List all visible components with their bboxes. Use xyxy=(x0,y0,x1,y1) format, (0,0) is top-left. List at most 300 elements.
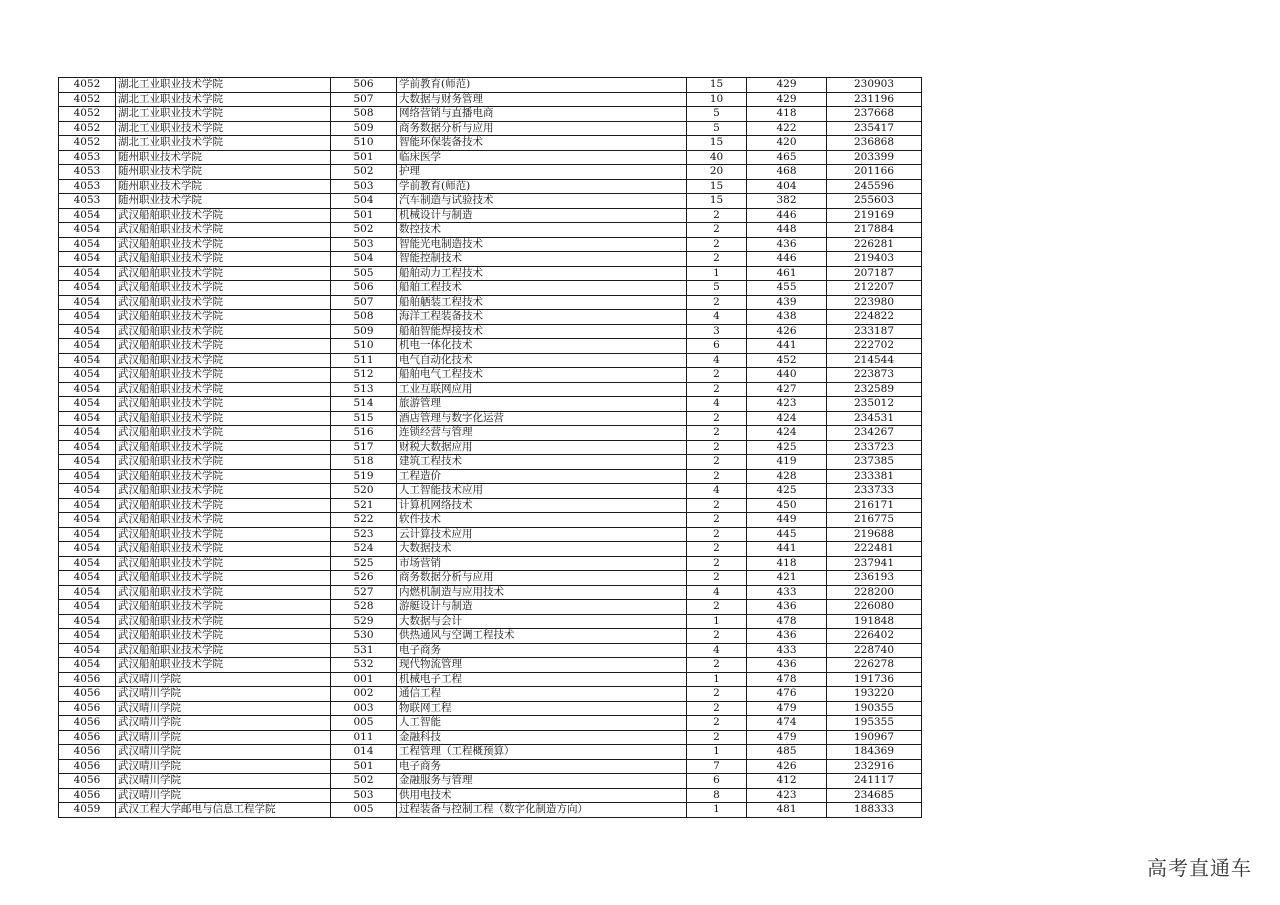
plan-count-cell: 2 xyxy=(687,455,747,470)
table-row xyxy=(59,759,922,774)
major-code-cell: 507 xyxy=(331,92,397,107)
school-name-cell: 武汉船舶职业技术学院 xyxy=(116,252,331,267)
plan-count-cell: 4 xyxy=(687,397,747,412)
major-name-cell: 大数据技术 xyxy=(397,542,687,557)
school-code-cell: 4054 xyxy=(59,527,116,542)
major-name-cell: 机电一体化技术 xyxy=(397,339,687,354)
major-name-cell: 连锁经营与管理 xyxy=(397,426,687,441)
school-name-cell: 湖北工业职业技术学院 xyxy=(116,107,331,122)
min-rank-cell: 232916 xyxy=(827,759,922,774)
table-body xyxy=(59,78,922,818)
school-code-cell: 4054 xyxy=(59,571,116,586)
major-name-cell: 金融科技 xyxy=(397,730,687,745)
plan-count-cell: 2 xyxy=(687,223,747,238)
school-name-cell: 武汉船舶职业技术学院 xyxy=(116,266,331,281)
major-name-cell: 船舶电气工程技术 xyxy=(397,368,687,383)
table-row xyxy=(59,484,922,499)
min-score-cell: 423 xyxy=(747,788,827,803)
table-row xyxy=(59,513,922,528)
major-name-cell: 工业互联网应用 xyxy=(397,382,687,397)
major-name-cell: 财税大数据应用 xyxy=(397,440,687,455)
school-code-cell: 4052 xyxy=(59,121,116,136)
min-score-cell: 441 xyxy=(747,542,827,557)
table-row xyxy=(59,745,922,760)
table-row xyxy=(59,440,922,455)
min-rank-cell: 190967 xyxy=(827,730,922,745)
school-code-cell: 4054 xyxy=(59,324,116,339)
major-code-cell: 502 xyxy=(331,223,397,238)
school-code-cell: 4056 xyxy=(59,745,116,760)
min-rank-cell: 184369 xyxy=(827,745,922,760)
school-name-cell: 武汉船舶职业技术学院 xyxy=(116,498,331,513)
major-name-cell: 船舶舾装工程技术 xyxy=(397,295,687,310)
school-name-cell: 武汉船舶职业技术学院 xyxy=(116,643,331,658)
table-row xyxy=(59,107,922,122)
min-rank-cell: 223980 xyxy=(827,295,922,310)
min-score-cell: 438 xyxy=(747,310,827,325)
min-rank-cell: 245596 xyxy=(827,179,922,194)
major-code-cell: 529 xyxy=(331,614,397,629)
major-code-cell: 501 xyxy=(331,150,397,165)
min-score-cell: 445 xyxy=(747,527,827,542)
plan-count-cell: 2 xyxy=(687,716,747,731)
major-name-cell: 大数据与会计 xyxy=(397,614,687,629)
min-score-cell: 428 xyxy=(747,469,827,484)
major-code-cell: 005 xyxy=(331,803,397,818)
major-name-cell: 商务数据分析与应用 xyxy=(397,571,687,586)
table-row xyxy=(59,672,922,687)
school-name-cell: 武汉船舶职业技术学院 xyxy=(116,658,331,673)
min-score-cell: 418 xyxy=(747,107,827,122)
school-name-cell: 武汉船舶职业技术学院 xyxy=(116,440,331,455)
table-row xyxy=(59,716,922,731)
school-code-cell: 4054 xyxy=(59,513,116,528)
school-code-cell: 4054 xyxy=(59,658,116,673)
table-row xyxy=(59,295,922,310)
major-name-cell: 电气自动化技术 xyxy=(397,353,687,368)
major-name-cell: 人工智能技术应用 xyxy=(397,484,687,499)
school-code-cell: 4052 xyxy=(59,136,116,151)
school-name-cell: 随州职业技术学院 xyxy=(116,165,331,180)
school-name-cell: 武汉船舶职业技术学院 xyxy=(116,208,331,223)
min-rank-cell: 216775 xyxy=(827,513,922,528)
major-name-cell: 船舶工程技术 xyxy=(397,281,687,296)
major-code-cell: 002 xyxy=(331,687,397,702)
major-name-cell: 供用电技术 xyxy=(397,788,687,803)
plan-count-cell: 10 xyxy=(687,92,747,107)
school-code-cell: 4054 xyxy=(59,643,116,658)
school-name-cell: 武汉晴川学院 xyxy=(116,730,331,745)
major-name-cell: 人工智能 xyxy=(397,716,687,731)
plan-count-cell: 7 xyxy=(687,759,747,774)
major-name-cell: 酒店管理与数字化运营 xyxy=(397,411,687,426)
min-rank-cell: 203399 xyxy=(827,150,922,165)
major-name-cell: 船舶智能焊接技术 xyxy=(397,324,687,339)
school-code-cell: 4054 xyxy=(59,382,116,397)
major-code-cell: 528 xyxy=(331,600,397,615)
plan-count-cell: 2 xyxy=(687,701,747,716)
min-rank-cell: 241117 xyxy=(827,774,922,789)
table-row xyxy=(59,252,922,267)
school-name-cell: 武汉船舶职业技术学院 xyxy=(116,397,331,412)
min-score-cell: 420 xyxy=(747,136,827,151)
school-code-cell: 4056 xyxy=(59,716,116,731)
major-code-cell: 517 xyxy=(331,440,397,455)
min-score-cell: 427 xyxy=(747,382,827,397)
min-rank-cell: 223873 xyxy=(827,368,922,383)
school-code-cell: 4056 xyxy=(59,730,116,745)
school-code-cell: 4059 xyxy=(59,803,116,818)
school-name-cell: 武汉船舶职业技术学院 xyxy=(116,353,331,368)
school-name-cell: 随州职业技术学院 xyxy=(116,179,331,194)
major-code-cell: 503 xyxy=(331,788,397,803)
major-name-cell: 云计算技术应用 xyxy=(397,527,687,542)
school-name-cell: 武汉船舶职业技术学院 xyxy=(116,484,331,499)
table-row xyxy=(59,469,922,484)
major-name-cell: 旅游管理 xyxy=(397,397,687,412)
min-rank-cell: 226278 xyxy=(827,658,922,673)
major-code-cell: 509 xyxy=(331,324,397,339)
school-code-cell: 4054 xyxy=(59,237,116,252)
school-name-cell: 武汉晴川学院 xyxy=(116,687,331,702)
table-row xyxy=(59,411,922,426)
major-code-cell: 512 xyxy=(331,368,397,383)
major-code-cell: 503 xyxy=(331,237,397,252)
school-code-cell: 4054 xyxy=(59,426,116,441)
school-code-cell: 4053 xyxy=(59,179,116,194)
plan-count-cell: 2 xyxy=(687,426,747,441)
min-rank-cell: 188333 xyxy=(827,803,922,818)
plan-count-cell: 2 xyxy=(687,411,747,426)
major-name-cell: 现代物流管理 xyxy=(397,658,687,673)
major-code-cell: 532 xyxy=(331,658,397,673)
plan-count-cell: 15 xyxy=(687,179,747,194)
major-name-cell: 智能光电制造技术 xyxy=(397,237,687,252)
major-name-cell: 工程管理（工程概预算） xyxy=(397,745,687,760)
min-rank-cell: 207187 xyxy=(827,266,922,281)
min-rank-cell: 255603 xyxy=(827,194,922,209)
major-code-cell: 525 xyxy=(331,556,397,571)
school-name-cell: 武汉晴川学院 xyxy=(116,701,331,716)
major-code-cell: 526 xyxy=(331,571,397,586)
min-rank-cell: 234531 xyxy=(827,411,922,426)
min-rank-cell: 222481 xyxy=(827,542,922,557)
min-score-cell: 422 xyxy=(747,121,827,136)
major-name-cell: 过程装备与控制工程（数字化制造方向） xyxy=(397,803,687,818)
min-score-cell: 481 xyxy=(747,803,827,818)
min-score-cell: 429 xyxy=(747,92,827,107)
major-name-cell: 学前教育(师范) xyxy=(397,78,687,93)
plan-count-cell: 1 xyxy=(687,745,747,760)
major-name-cell: 供热通风与空调工程技术 xyxy=(397,629,687,644)
min-rank-cell: 232589 xyxy=(827,382,922,397)
plan-count-cell: 2 xyxy=(687,295,747,310)
school-code-cell: 4054 xyxy=(59,484,116,499)
school-name-cell: 随州职业技术学院 xyxy=(116,150,331,165)
school-code-cell: 4056 xyxy=(59,788,116,803)
min-rank-cell: 237385 xyxy=(827,455,922,470)
min-score-cell: 436 xyxy=(747,629,827,644)
min-score-cell: 436 xyxy=(747,600,827,615)
table-row xyxy=(59,78,922,93)
school-name-cell: 武汉船舶职业技术学院 xyxy=(116,411,331,426)
min-score-cell: 419 xyxy=(747,455,827,470)
major-code-cell: 508 xyxy=(331,310,397,325)
school-code-cell: 4054 xyxy=(59,455,116,470)
min-score-cell: 450 xyxy=(747,498,827,513)
plan-count-cell: 2 xyxy=(687,513,747,528)
major-name-cell: 软件技术 xyxy=(397,513,687,528)
plan-count-cell: 2 xyxy=(687,382,747,397)
min-score-cell: 436 xyxy=(747,658,827,673)
major-code-cell: 510 xyxy=(331,339,397,354)
table-row xyxy=(59,208,922,223)
table-row xyxy=(59,382,922,397)
school-code-cell: 4052 xyxy=(59,92,116,107)
school-code-cell: 4056 xyxy=(59,687,116,702)
major-code-cell: 510 xyxy=(331,136,397,151)
school-code-cell: 4054 xyxy=(59,252,116,267)
school-name-cell: 武汉船舶职业技术学院 xyxy=(116,237,331,252)
table-row xyxy=(59,426,922,441)
plan-count-cell: 1 xyxy=(687,672,747,687)
school-code-cell: 4053 xyxy=(59,150,116,165)
min-score-cell: 426 xyxy=(747,324,827,339)
plan-count-cell: 2 xyxy=(687,542,747,557)
school-code-cell: 4054 xyxy=(59,281,116,296)
min-rank-cell: 237941 xyxy=(827,556,922,571)
school-code-cell: 4056 xyxy=(59,774,116,789)
table-row xyxy=(59,266,922,281)
table-row xyxy=(59,353,922,368)
min-score-cell: 455 xyxy=(747,281,827,296)
min-rank-cell: 233733 xyxy=(827,484,922,499)
school-name-cell: 武汉船舶职业技术学院 xyxy=(116,527,331,542)
major-name-cell: 机械设计与制造 xyxy=(397,208,687,223)
major-name-cell: 通信工程 xyxy=(397,687,687,702)
major-name-cell: 临床医学 xyxy=(397,150,687,165)
school-name-cell: 武汉晴川学院 xyxy=(116,672,331,687)
min-rank-cell: 233381 xyxy=(827,469,922,484)
major-code-cell: 502 xyxy=(331,165,397,180)
plan-count-cell: 1 xyxy=(687,803,747,818)
min-rank-cell: 212207 xyxy=(827,281,922,296)
school-name-cell: 武汉船舶职业技术学院 xyxy=(116,368,331,383)
min-score-cell: 412 xyxy=(747,774,827,789)
school-name-cell: 武汉船舶职业技术学院 xyxy=(116,513,331,528)
plan-count-cell: 4 xyxy=(687,585,747,600)
min-score-cell: 433 xyxy=(747,585,827,600)
major-code-cell: 527 xyxy=(331,585,397,600)
plan-count-cell: 2 xyxy=(687,600,747,615)
school-code-cell: 4054 xyxy=(59,295,116,310)
school-code-cell: 4054 xyxy=(59,339,116,354)
school-name-cell: 随州职业技术学院 xyxy=(116,194,331,209)
table-row xyxy=(59,165,922,180)
major-code-cell: 508 xyxy=(331,107,397,122)
min-score-cell: 441 xyxy=(747,339,827,354)
major-name-cell: 商务数据分析与应用 xyxy=(397,121,687,136)
plan-count-cell: 5 xyxy=(687,121,747,136)
plan-count-cell: 1 xyxy=(687,614,747,629)
school-name-cell: 武汉船舶职业技术学院 xyxy=(116,310,331,325)
school-code-cell: 4054 xyxy=(59,600,116,615)
min-rank-cell: 222702 xyxy=(827,339,922,354)
major-code-cell: 014 xyxy=(331,745,397,760)
table-row xyxy=(59,498,922,513)
plan-count-cell: 2 xyxy=(687,556,747,571)
major-name-cell: 智能控制技术 xyxy=(397,252,687,267)
school-name-cell: 武汉船舶职业技术学院 xyxy=(116,571,331,586)
plan-count-cell: 1 xyxy=(687,266,747,281)
table-row xyxy=(59,730,922,745)
min-score-cell: 461 xyxy=(747,266,827,281)
min-score-cell: 479 xyxy=(747,730,827,745)
min-rank-cell: 224822 xyxy=(827,310,922,325)
school-name-cell: 武汉船舶职业技术学院 xyxy=(116,629,331,644)
table-row xyxy=(59,281,922,296)
plan-count-cell: 2 xyxy=(687,498,747,513)
table-row xyxy=(59,600,922,615)
min-score-cell: 425 xyxy=(747,440,827,455)
major-name-cell: 智能环保装备技术 xyxy=(397,136,687,151)
major-code-cell: 511 xyxy=(331,353,397,368)
major-name-cell: 计算机网络技术 xyxy=(397,498,687,513)
min-rank-cell: 219688 xyxy=(827,527,922,542)
min-rank-cell: 234685 xyxy=(827,788,922,803)
major-name-cell: 数控技术 xyxy=(397,223,687,238)
school-code-cell: 4054 xyxy=(59,556,116,571)
min-score-cell: 446 xyxy=(747,252,827,267)
major-name-cell: 市场营销 xyxy=(397,556,687,571)
min-rank-cell: 233187 xyxy=(827,324,922,339)
min-score-cell: 478 xyxy=(747,672,827,687)
table-row xyxy=(59,194,922,209)
plan-count-cell: 2 xyxy=(687,687,747,702)
plan-count-cell: 15 xyxy=(687,136,747,151)
major-code-cell: 509 xyxy=(331,121,397,136)
major-name-cell: 内燃机制造与应用技术 xyxy=(397,585,687,600)
min-rank-cell: 201166 xyxy=(827,165,922,180)
min-score-cell: 452 xyxy=(747,353,827,368)
major-code-cell: 505 xyxy=(331,266,397,281)
plan-count-cell: 2 xyxy=(687,730,747,745)
major-code-cell: 501 xyxy=(331,759,397,774)
table-row xyxy=(59,237,922,252)
table-row xyxy=(59,339,922,354)
school-name-cell: 武汉船舶职业技术学院 xyxy=(116,600,331,615)
table-row xyxy=(59,774,922,789)
plan-count-cell: 4 xyxy=(687,484,747,499)
min-score-cell: 421 xyxy=(747,571,827,586)
min-score-cell: 448 xyxy=(747,223,827,238)
plan-count-cell: 2 xyxy=(687,208,747,223)
plan-count-cell: 2 xyxy=(687,658,747,673)
table-row xyxy=(59,542,922,557)
table-row xyxy=(59,179,922,194)
admission-score-table xyxy=(58,77,922,818)
school-name-cell: 湖北工业职业技术学院 xyxy=(116,92,331,107)
min-rank-cell: 226281 xyxy=(827,237,922,252)
table-row xyxy=(59,701,922,716)
table-row xyxy=(59,614,922,629)
major-code-cell: 522 xyxy=(331,513,397,528)
plan-count-cell: 2 xyxy=(687,527,747,542)
school-code-cell: 4054 xyxy=(59,310,116,325)
min-score-cell: 423 xyxy=(747,397,827,412)
major-name-cell: 电子商务 xyxy=(397,759,687,774)
min-rank-cell: 217884 xyxy=(827,223,922,238)
min-score-cell: 436 xyxy=(747,237,827,252)
major-name-cell: 工程造价 xyxy=(397,469,687,484)
plan-count-cell: 4 xyxy=(687,643,747,658)
major-code-cell: 504 xyxy=(331,194,397,209)
min-rank-cell: 234267 xyxy=(827,426,922,441)
min-rank-cell: 191736 xyxy=(827,672,922,687)
major-name-cell: 海洋工程装备技术 xyxy=(397,310,687,325)
major-name-cell: 机械电子工程 xyxy=(397,672,687,687)
school-name-cell: 武汉船舶职业技术学院 xyxy=(116,426,331,441)
school-name-cell: 武汉船舶职业技术学院 xyxy=(116,295,331,310)
plan-count-cell: 5 xyxy=(687,107,747,122)
table-row xyxy=(59,397,922,412)
min-rank-cell: 226402 xyxy=(827,629,922,644)
min-rank-cell: 236193 xyxy=(827,571,922,586)
plan-count-cell: 4 xyxy=(687,353,747,368)
school-name-cell: 武汉船舶职业技术学院 xyxy=(116,382,331,397)
min-rank-cell: 230903 xyxy=(827,78,922,93)
major-code-cell: 003 xyxy=(331,701,397,716)
min-score-cell: 449 xyxy=(747,513,827,528)
min-rank-cell: 216171 xyxy=(827,498,922,513)
table-row xyxy=(59,136,922,151)
table-row xyxy=(59,527,922,542)
plan-count-cell: 2 xyxy=(687,237,747,252)
table-row xyxy=(59,629,922,644)
major-code-cell: 005 xyxy=(331,716,397,731)
min-score-cell: 468 xyxy=(747,165,827,180)
plan-count-cell: 2 xyxy=(687,469,747,484)
plan-count-cell: 20 xyxy=(687,165,747,180)
school-name-cell: 武汉晴川学院 xyxy=(116,788,331,803)
plan-count-cell: 2 xyxy=(687,252,747,267)
min-rank-cell: 195355 xyxy=(827,716,922,731)
table-row xyxy=(59,368,922,383)
major-name-cell: 物联网工程 xyxy=(397,701,687,716)
min-score-cell: 425 xyxy=(747,484,827,499)
major-code-cell: 504 xyxy=(331,252,397,267)
min-score-cell: 465 xyxy=(747,150,827,165)
school-code-cell: 4054 xyxy=(59,498,116,513)
school-code-cell: 4054 xyxy=(59,397,116,412)
school-name-cell: 武汉晴川学院 xyxy=(116,745,331,760)
min-rank-cell: 219169 xyxy=(827,208,922,223)
table-row xyxy=(59,788,922,803)
school-name-cell: 武汉船舶职业技术学院 xyxy=(116,556,331,571)
min-score-cell: 404 xyxy=(747,179,827,194)
min-score-cell: 485 xyxy=(747,745,827,760)
plan-count-cell: 4 xyxy=(687,310,747,325)
min-score-cell: 478 xyxy=(747,614,827,629)
table-row xyxy=(59,223,922,238)
plan-count-cell: 15 xyxy=(687,194,747,209)
school-code-cell: 4054 xyxy=(59,223,116,238)
plan-count-cell: 6 xyxy=(687,774,747,789)
school-name-cell: 武汉船舶职业技术学院 xyxy=(116,614,331,629)
plan-count-cell: 2 xyxy=(687,571,747,586)
school-name-cell: 武汉船舶职业技术学院 xyxy=(116,469,331,484)
major-code-cell: 506 xyxy=(331,281,397,296)
